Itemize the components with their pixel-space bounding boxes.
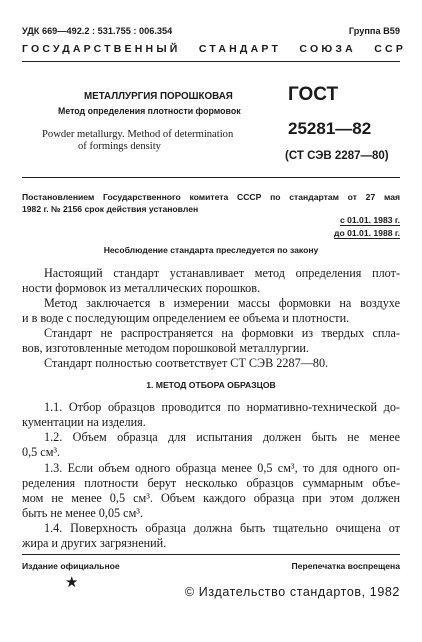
section-line: 1.4. Поверхность образца должна быть тщательно очищена от (44, 521, 400, 535)
section-line: 1.2. Объем образца для испытания должен быть не менее (44, 430, 400, 444)
decree-line1: Постановлением Государственного комитета СССР по стандартам от 27 мая (22, 192, 400, 202)
official-edition: Издание официальное (22, 561, 120, 571)
section-line: жира и других загрязнений. (22, 536, 167, 550)
header-rule (22, 61, 400, 62)
law-warning: Несоблюдение стандарта преследуется по закону (103, 245, 319, 255)
standard-subtitle-ru: Метод определения плотности формовок (58, 106, 241, 116)
intro-line: Настоящий стандарт устанавливает метод определения плот- (44, 266, 400, 280)
title-rule (22, 177, 400, 178)
intro-line: ности формовок из металлических порошков. (22, 281, 261, 295)
gost-label: ГОСТ (288, 84, 339, 105)
valid-from: с 01.01. 1983 г. (339, 215, 400, 225)
intro-line: Метод заключается в измерении массы формовки на воздухе (44, 296, 400, 310)
group-code: Группа В59 (348, 26, 400, 36)
footer-rule (22, 554, 400, 555)
section-line: быть не менее 0,05 см³. (22, 506, 144, 520)
intro-line: вов, изготовленные методом порошковой металлургии. (22, 341, 309, 355)
section-line: 1.3. Если объем одного образца менее 0,5 см³, то для одного оп- (44, 461, 400, 475)
st-sev-reference: (СТ СЭВ 2287—80) (285, 150, 389, 162)
valid-to: до 01.01. 1988 г. (334, 228, 400, 238)
gost-number: 25281—82 (288, 119, 372, 138)
section-line: мом не менее 0,5 см³. Объем каждого образца при этом должен (22, 491, 400, 505)
udk-code: УДК 669—492.2 : 531.755 : 006.354 (22, 26, 173, 36)
title-en-line2: of formings density (78, 141, 161, 152)
intro-line: Стандарт не распространяется на формовки из твердых спла- (44, 326, 400, 340)
intro-line: и в воде с последующим определением ее объема и плотности. (22, 311, 350, 325)
star-icon: ★ (65, 575, 79, 591)
standard-title-ru: МЕТАЛЛУРГИЯ ПОРОШКОВАЯ (84, 91, 233, 102)
copyright: © Издательство стандартов, 1982 (184, 585, 400, 599)
section-line: 1.1. Отбор образцов проводится по нормативно-технической до- (44, 400, 400, 414)
decree-line2: 1982 г. № 2156 срок действия установлен (22, 204, 199, 214)
section-heading: 1. МЕТОД ОТБОРА ОБРАЗЦОВ (146, 380, 276, 390)
section-line: кументации на изделия. (22, 415, 146, 429)
title-en-line1: Powder metallurgy. Method of determination (42, 129, 234, 140)
state-standard-heading: ГОСУДАРСТВЕННЫЙ СТАНДАРТ СОЮЗА ССР (22, 43, 407, 55)
intro-line: Стандарт полностью соответствует СТ СЭВ 2287—80. (44, 356, 329, 370)
reprint-prohibited: Перепечатка воспрещена (291, 561, 400, 571)
section-line: ределения плотности берут несколько образцов суммарным объе- (22, 476, 400, 490)
section-line: 0,5 см³. (22, 445, 61, 459)
